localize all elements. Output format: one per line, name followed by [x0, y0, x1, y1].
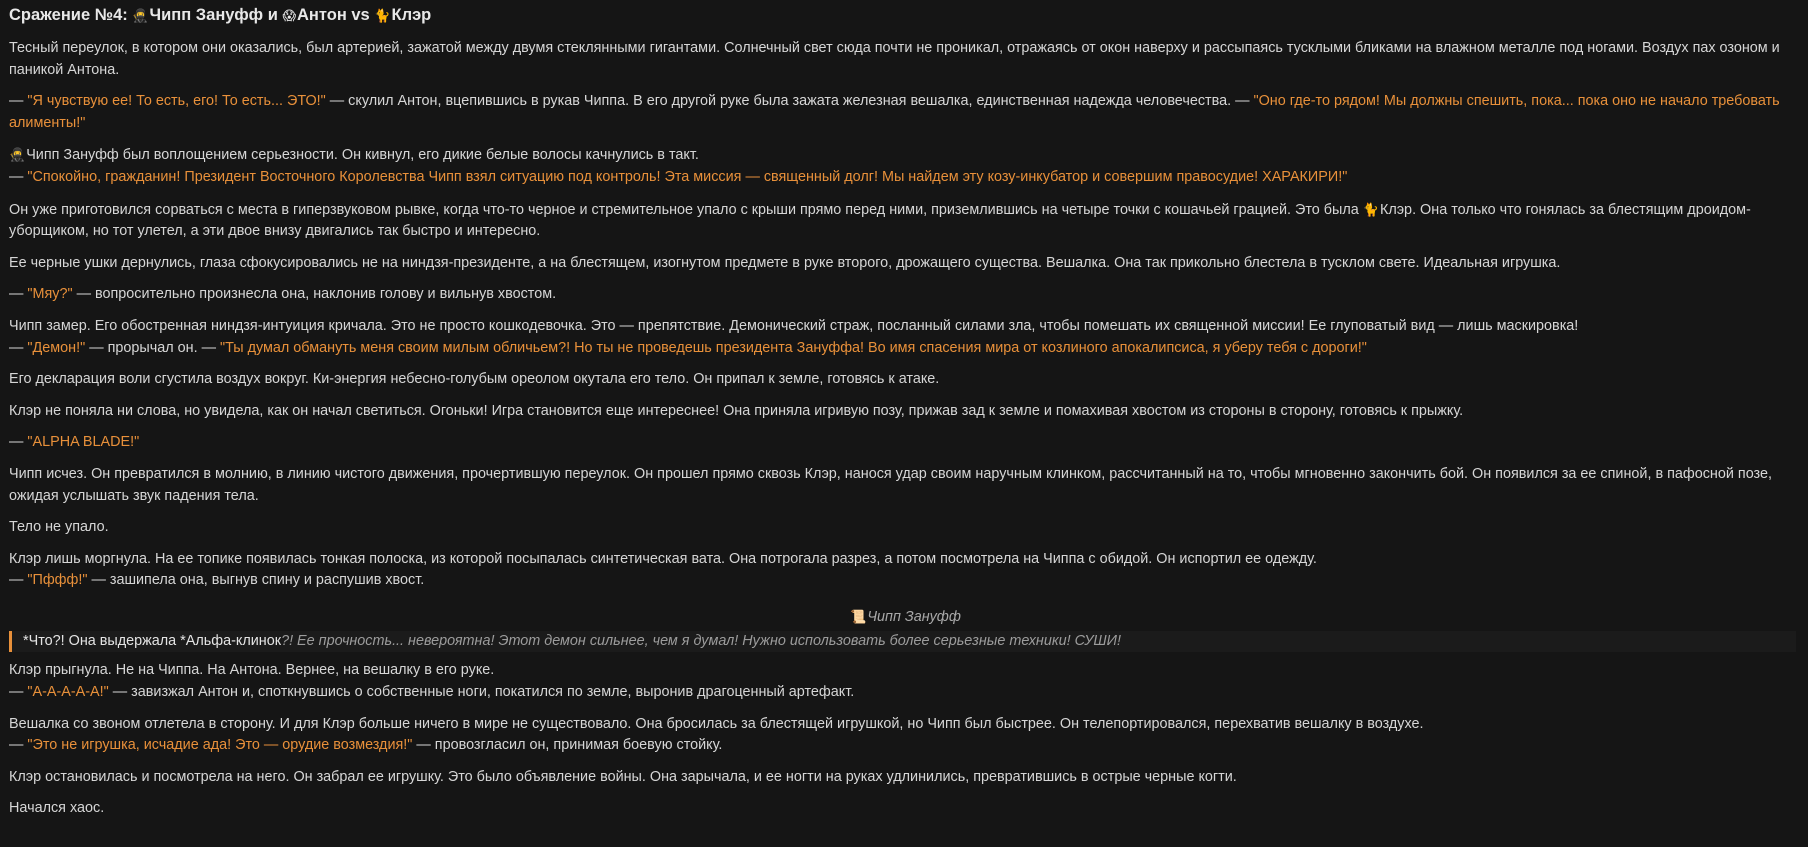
paragraph	[9, 549, 1802, 592]
narration: — завизжал Антон и, споткнувшись о собственные ноги, покатился по земле, выронив драгоценный артефакт.	[108, 684, 855, 701]
dash: —	[9, 286, 28, 303]
dialogue-quote: "Оно где-то рядом! Мы должны спешить, пока... пока оно не начало требовать алименты!"	[9, 93, 1780, 131]
paragraph	[9, 660, 1802, 703]
dialogue-quote: "А-А-А-А-А!"	[27, 684, 109, 701]
paragraph	[9, 144, 1802, 188]
thought-blockquote	[9, 631, 1796, 652]
dash: —	[9, 339, 28, 356]
paragraph	[9, 199, 1802, 243]
paragraph	[9, 91, 1802, 134]
paragraph	[9, 432, 1802, 454]
paragraph: Тело не упало.	[9, 519, 109, 536]
paragraph: Тесный переулок, в котором они оказались, был артерией, зажатой между двумя стеклянными гигантами. Солнечный свет сюда почти не проникал, отражаясь от окон наверху и рассыпаясь тусклыми бликами на влажном металле под ногами. Воздух пах озоном и паникой Антона.	[9, 40, 1780, 78]
dialogue-quote: "Мяу?"	[27, 286, 73, 303]
dialogue-quote: "Ты думал обмануть меня своим милым обличьем?! Но ты не проведешь президента Зануффа! Во имя спасения мира от козлиного апокалипсиса, я уберу тебя с дороги!"	[219, 339, 1367, 356]
narration: Клэр. Она только что гонялась за блестящим дроидом-уборщиком, но тот улетел, а эти двое внизу двигались так быстро и интересно.	[9, 201, 1751, 240]
dash: —	[9, 737, 28, 754]
cat-icon: 🐈	[1362, 201, 1379, 217]
dash: —	[9, 572, 28, 589]
narration: Он уже приготовился сорваться с места в гиперзвуковом рывке, когда что-то черное и стремительное упало с крыши прямо перед ними, приземлившись на четыре точки с кошачьей грацией. Это была	[9, 201, 1363, 218]
title-vs: vs	[346, 6, 375, 24]
narration: Клэр прыгнула. Не на Чиппа. На Антона. Вернее, на вешалку в его руке.	[9, 662, 495, 679]
paragraph: Ее черные ушки дернулись, глаза сфокусировались не на ниндзя-президенте, а на блестящем, изогнутом предмете в руке второго, дрожащего существа. Вешалка. Она так прикольно блестела в тусклом свете. Идеальная игрушка.	[9, 254, 1561, 271]
paragraph: Чипп исчез. Он превратился в молнию, в линию чистого движения, прочертившую переулок. Он прошел прямо сквозь Клэр, нанося удар своим наручным клинком, рассчитанный на то, чтобы мгновенно закончить бой. Он появился за ее спиной, в пафосной позе, ожидая услышать звук падения тела.	[9, 465, 1772, 504]
dash: —	[9, 93, 28, 110]
dialogue-quote: "Пффф!"	[27, 572, 88, 589]
narration: Клэр лишь моргнула. На ее топике появилась тонкая полоска, из которой посыпалась синтетическая вата. Она потрогала разрез, а потом посмотрела на Чиппа с обидой. Он испортил ее одежду.	[9, 550, 1317, 567]
dash: —	[9, 684, 28, 701]
dash: —	[9, 434, 28, 451]
speaker-name: Чипп Зануфф	[867, 608, 961, 625]
cat-icon: 🐈	[374, 8, 391, 23]
narration: Чипп замер. Его обостренная ниндзя-интуиция кричала. Это не просто кошкодевочка. Это — препятствие. Демонический страж, посланный силами зла, чтобы помешать их священной миссии! Ее глуповатый вид — лишь маскировка!	[9, 317, 1579, 334]
narration: Чипп Зануфф был воплощением серьезности. Он кивнул, его дикие белые волосы качнулись в такт.	[26, 147, 699, 164]
paragraph: Клэр остановилась и посмотрела на него. Он забрал ее игрушку. Это было объявление войны. Она зарычала, и ее ногти на руках удлинились, превратившись в острые черные когти.	[9, 768, 1237, 785]
narration: — провозгласил он, принимая боевую стойку.	[412, 737, 723, 754]
dialogue-quote: "Я чувствую ее! То есть, его! То есть... ЭТО!"	[27, 93, 326, 110]
narration: — вопросительно произнесла она, наклонив голову и вильнув хвостом.	[72, 286, 557, 303]
title-name-claire: Клэр	[391, 6, 432, 24]
paragraph	[9, 714, 1802, 757]
scream-icon: 😱	[282, 8, 296, 23]
paragraph	[9, 316, 1802, 359]
ninja-icon: 🥷	[9, 147, 26, 163]
ninja-icon: 🥷	[132, 8, 149, 23]
dash: —	[9, 168, 28, 185]
thought-italic: ?! Ее прочность... невероятна! Этот демон сильнее, чем я думал! Нужно использовать более серьезные техники! СУШИ!	[281, 633, 1121, 650]
paragraph	[9, 284, 1802, 306]
narration: — зашипела она, выгнув спину и распушив хвост.	[87, 572, 425, 589]
paragraph: Начался хаос.	[9, 800, 105, 817]
battle-title	[9, 5, 1802, 26]
dialogue-quote: "Демон!"	[27, 339, 86, 356]
scroll-icon: 📜	[850, 608, 867, 624]
paragraph: Клэр не поняла ни слова, но увидела, как он начал светиться. Огоньки! Игра становится еще интереснее! Она приняла игривую позу, прижав зад к земле и помахивая хвостом из стороны в сторону, готовясь к прыжку.	[9, 402, 1464, 419]
narration: — скулил Антон, вцепившись в рукав Чиппа. В его другой руке была зажата железная вешалка, единственная надежда человечества. —	[325, 93, 1254, 110]
title-name-anton: Антон	[297, 6, 347, 24]
speaker-heading	[9, 606, 1802, 629]
narration: Вешалка со звоном отлетела в сторону. И для Клэр больше ничего в мире не существовало. Она бросилась за блестящей игрушкой, но Чипп был быстрее. Он телепортировался, перехватив вешалку в воздухе.	[9, 715, 1424, 732]
title-and: и	[263, 6, 283, 24]
dialogue-quote: "Спокойно, гражданин! Президент Восточного Королевства Чипп взял ситуацию под контроль! Эта миссия — священный долг! Мы найдем эту козу-инкубатор и совершим правосудие! ХАРАКИРИ!"	[27, 168, 1348, 185]
title-name-chipp: Чипп Зануфф	[149, 6, 264, 24]
dialogue-quote: "ALPHA BLADE!"	[27, 434, 140, 451]
narration: — прорычал он. —	[85, 339, 220, 356]
thought-plain: *Что?! Она выдержала *Альфа-клинок	[23, 633, 282, 650]
paragraph: Его декларация воли сгустила воздух вокруг. Ки-энергия небесно-голубым ореолом окутала его тело. Он припал к земле, готовясь к атаке.	[9, 371, 940, 388]
dialogue-quote: "Это не игрушка, исчадие ада! Это — орудие возмездия!"	[27, 737, 413, 754]
title-prefix: Сражение №4:	[9, 6, 133, 24]
